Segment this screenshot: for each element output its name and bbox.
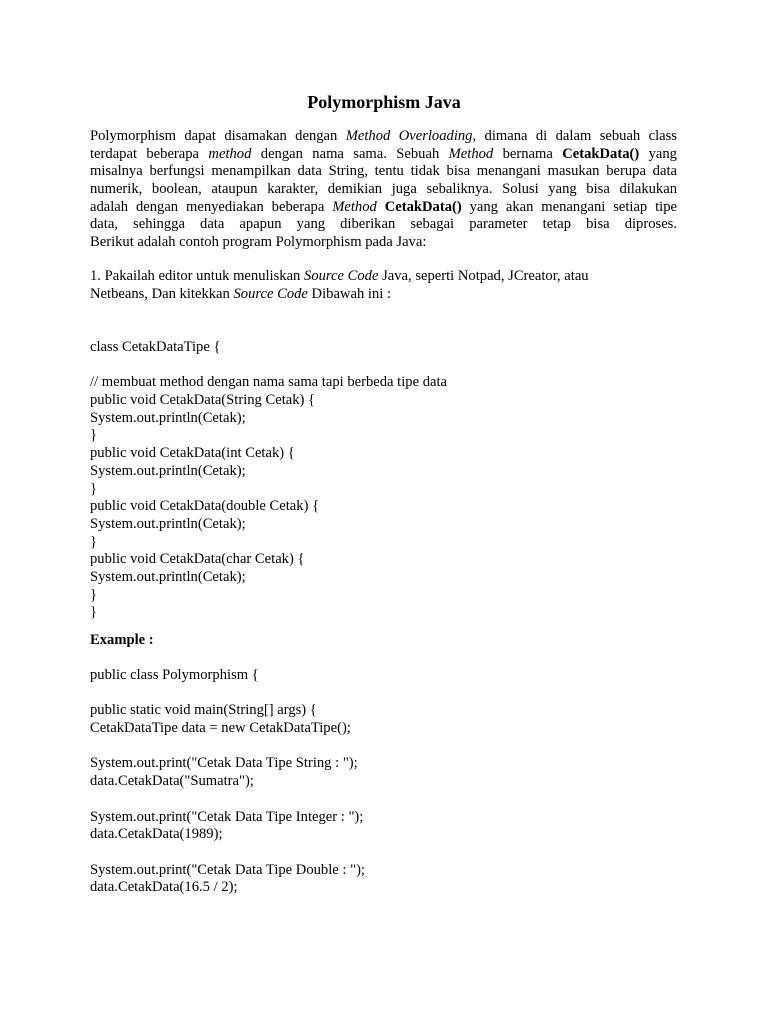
code-line: System.out.println(Cetak); [90, 409, 246, 426]
example-code-block [90, 667, 677, 897]
blank-line [90, 357, 677, 375]
code-line: System.out.print("Cetak Data Tipe String : "); [90, 755, 358, 772]
code-line: System.out.print("Cetak Data Tipe Double : "); [90, 861, 365, 878]
code-line: } [90, 480, 98, 497]
text-segment: , dimana di dalam sebuah class [472, 128, 677, 144]
code-line: class CetakDataTipe { [90, 339, 221, 355]
text-line [90, 199, 677, 217]
text-segment: Method [332, 198, 377, 215]
code-line: data.CetakData(1989); [90, 826, 223, 843]
text-segment: Java, seperti Notpad, JCreator, atau [378, 268, 589, 284]
text-segment: Dibawah ini : [307, 285, 391, 302]
text-segment: Source Code [233, 285, 308, 302]
text-segment: Netbeans, Dan kitekkan [90, 285, 234, 302]
text-segment: method [208, 145, 252, 162]
text-segment: Method [448, 145, 494, 162]
code-line: public void CetakData(double Cetak) { [90, 498, 320, 515]
example-heading-text: Example : [90, 632, 154, 648]
code-line: System.out.println(Cetak); [90, 568, 246, 585]
example-heading [90, 632, 677, 650]
code-line: } [90, 427, 98, 444]
text-segment: misalnya berfungsi menampilkan data String, tentu tidak bisa menangani masukan berupa data [90, 163, 677, 180]
text-segment: CetakData() [384, 198, 462, 215]
code-line: } [90, 586, 98, 603]
text-line [90, 268, 677, 286]
text-segment: Method Overloading [345, 128, 473, 144]
blank-line [90, 844, 677, 862]
text-line [90, 286, 677, 304]
text-segment: terdapat beberapa [90, 145, 209, 162]
page-title: Polymorphism Java [307, 92, 461, 112]
blank-line [90, 791, 677, 809]
step-instruction [90, 268, 677, 303]
code-line: public void CetakData(int Cetak) { [90, 445, 295, 462]
text-segment: yang akan menangani setiap tipe [461, 198, 677, 215]
code-line: } [90, 533, 98, 550]
text-segment: yang [639, 145, 677, 162]
code-line: CetakDataTipe data = new CetakDataTipe(); [90, 720, 351, 737]
text-segment: numerik, boolean, ataupun karakter, demikian juga sebaliknya. Solusi yang bisa dilakukan [90, 181, 677, 198]
code-line: public void CetakData(char Cetak) { [90, 551, 305, 568]
code-line: } [90, 604, 98, 621]
class-code-block [90, 339, 677, 622]
code-line: data.CetakData(16.5 / 2); [90, 879, 238, 896]
code-line: public class Polymorphism { [90, 667, 259, 683]
text-line [90, 128, 677, 146]
text-segment: Polymorphism dapat disamakan dengan [90, 128, 346, 144]
text-segment: data, sehingga data apapun yang diberikan sebagai parameter tetap bisa diproses. [90, 216, 677, 233]
code-line: System.out.println(Cetak); [90, 515, 246, 532]
blank-line [90, 685, 677, 703]
blank-line [90, 738, 677, 756]
intro-paragraph [90, 128, 677, 252]
text-segment: CetakData() [562, 145, 640, 162]
code-line: // membuat method dengan nama sama tapi berbeda tipe data [90, 374, 448, 391]
text-line [90, 146, 677, 164]
text-line [90, 163, 677, 181]
text-segment: Source Code [304, 268, 379, 284]
text-line [90, 216, 677, 234]
code-line: public void CetakData(String Cetak) { [90, 392, 316, 409]
code-line: System.out.println(Cetak); [90, 462, 246, 479]
code-line: System.out.print("Cetak Data Tipe Integer : "); [90, 808, 364, 825]
text-segment [377, 199, 385, 215]
text-line [90, 181, 677, 199]
text-segment: 1. Pakailah editor untuk menuliskan [90, 268, 305, 284]
text-segment: bernama [493, 145, 563, 162]
text-segment: dengan nama sama. Sebuah [251, 145, 449, 162]
text-segment: Berikut adalah contoh program Polymorphism pada Java: [90, 234, 427, 251]
text-line [90, 234, 677, 252]
code-line: public static void main(String[] args) { [90, 702, 317, 719]
code-line: data.CetakData("Sumatra"); [90, 773, 254, 790]
text-segment: adalah dengan menyediakan beberapa [90, 198, 333, 215]
